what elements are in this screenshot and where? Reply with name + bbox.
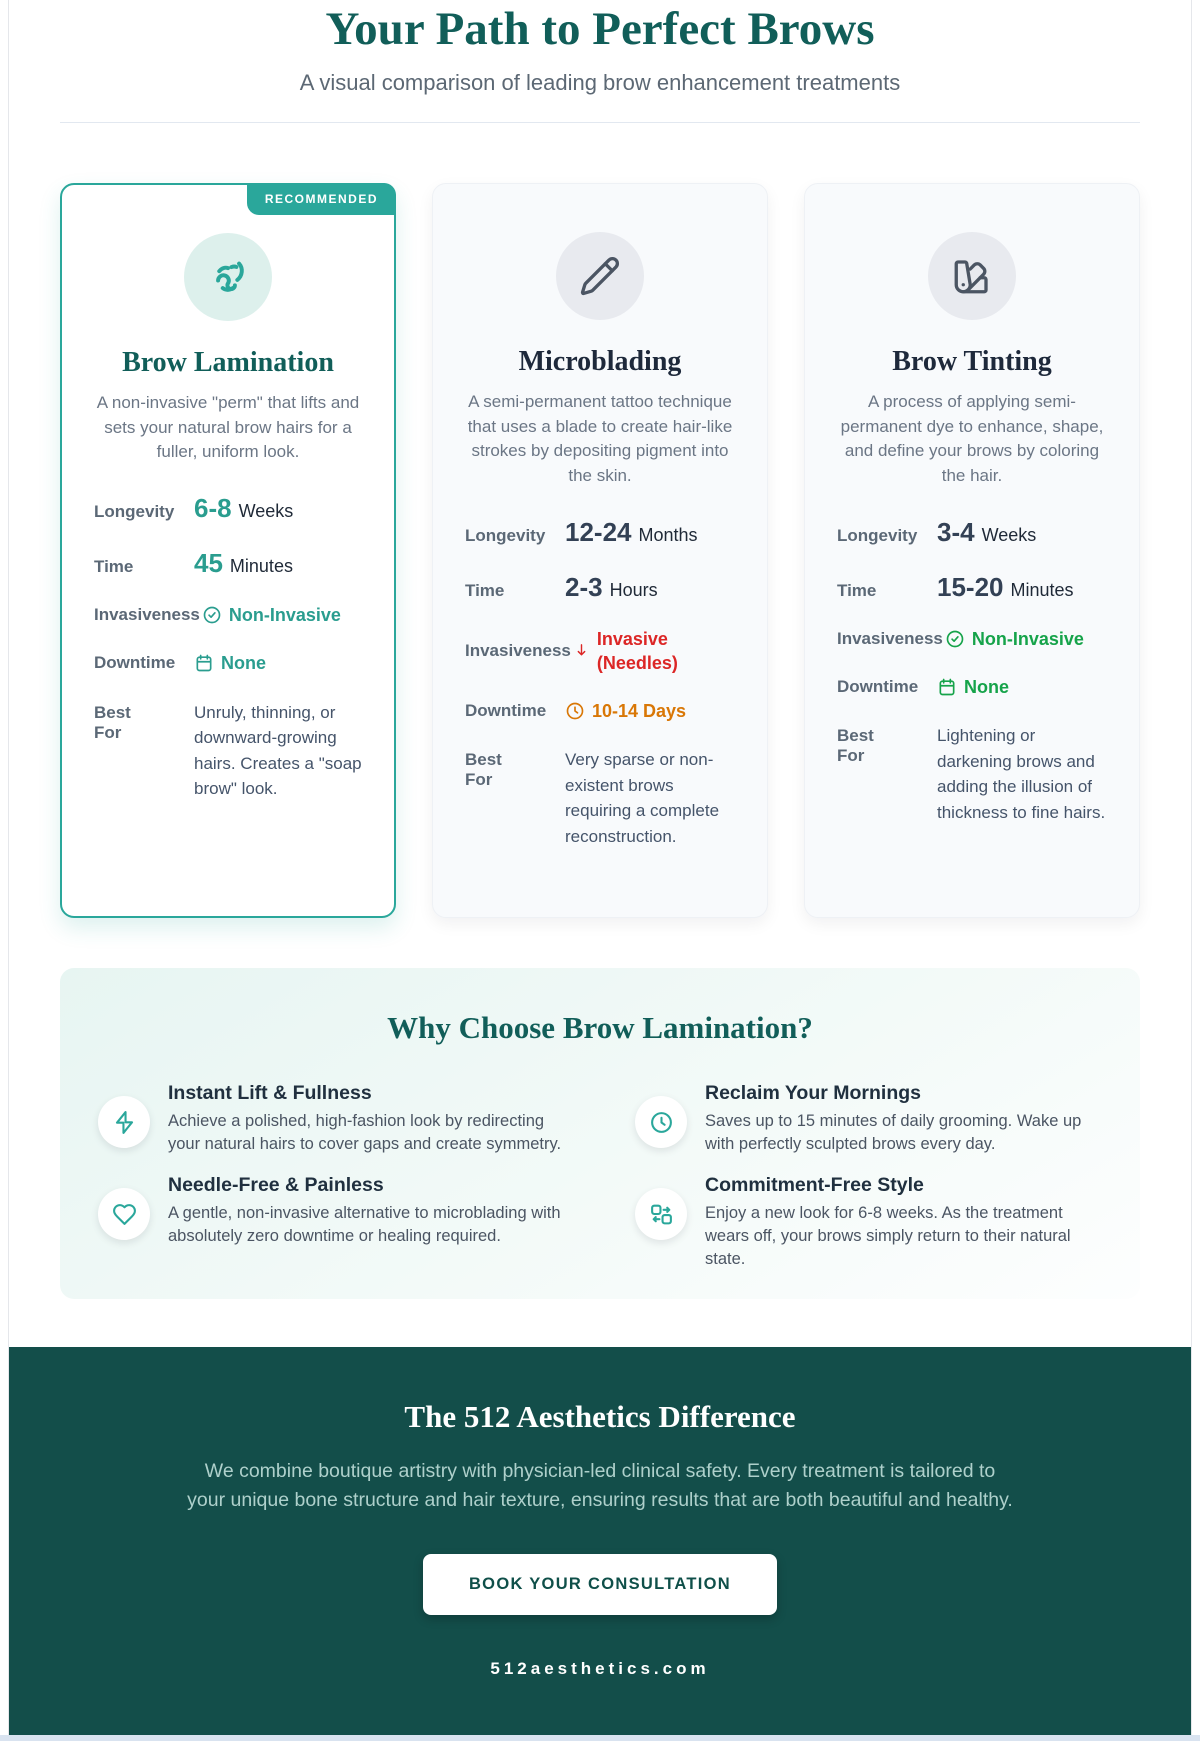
- stat-label: Downtime: [94, 653, 176, 673]
- check-circle-icon: [202, 605, 222, 625]
- card-title: Brow Tinting: [892, 346, 1052, 377]
- card-title: Microblading: [518, 346, 682, 377]
- arrow-down-icon: [573, 642, 590, 659]
- why-choose-section: [60, 968, 1140, 1299]
- benefit-instant-lift: [98, 1082, 565, 1156]
- footer-body: We combine boutique artistry with physician-led clinical safety. Every treatment is tailored to your unique bone structure and hair texture, ensuring results that are both beautiful and healthy.: [187, 1460, 1013, 1511]
- stat-best-for: [465, 747, 735, 849]
- benefit-text: Enjoy a new look for 6-8 weeks. As the treatment wears off, your brows simply return to their natural state.: [705, 1204, 1071, 1269]
- clock-icon: [635, 1096, 687, 1148]
- card-description: A non-invasive "perm" that lifts and sets your natural brow hairs for a fuller, uniform look.: [96, 393, 360, 462]
- stat-value: Lightening or darkening brows and adding the illusion of thickness to fine hairs.: [937, 726, 1106, 822]
- stat-time: [837, 572, 1107, 603]
- card-title: Brow Lamination: [122, 347, 334, 378]
- stat-label: Invasiveness: [465, 640, 571, 660]
- page-bottom-strip: [0, 1735, 1200, 1741]
- website-link[interactable]: 512aesthetics.com: [490, 1659, 710, 1678]
- stat-downtime: [94, 651, 362, 675]
- stat-label: Downtime: [837, 677, 919, 696]
- stat-best-for: [837, 723, 1107, 825]
- benefit-text: A gentle, non-invasive alternative to microblading with absolutely zero downtime or healing required.: [168, 1204, 561, 1246]
- stat-unit: Minutes: [1010, 579, 1074, 600]
- stat-value: Very sparse or non-existent brows requiring a complete reconstruction.: [565, 750, 720, 846]
- stat-invasiveness: [465, 627, 735, 676]
- stat-unit: Minutes: [229, 555, 293, 576]
- stat-value: None: [221, 653, 266, 674]
- header-divider: [60, 122, 1140, 123]
- stat-best-for: [94, 700, 362, 802]
- benefit-needle-free: [98, 1174, 565, 1271]
- card-stats: [94, 493, 362, 802]
- page-subtitle: A visual comparison of leading brow enhancement treatments: [299, 70, 901, 95]
- recommended-badge: RECOMMENDED: [247, 183, 396, 215]
- clock-icon: [565, 701, 585, 721]
- stat-value: Non-Invasive: [228, 604, 341, 625]
- card-brow-lamination: [60, 183, 396, 918]
- stat-unit: Hours: [609, 579, 658, 600]
- card-microblading: [432, 183, 768, 918]
- heart-icon: [98, 1188, 150, 1240]
- stat-unit: Weeks: [981, 524, 1037, 545]
- card-stats: [837, 517, 1107, 826]
- card-description: A process of applying semi-permanent dye to enhance, shape, and define your brows by coloring the hair.: [840, 392, 1104, 485]
- benefit-text: Saves up to 15 minutes of daily grooming. Wake up with perfectly sculpted brows every day.: [705, 1112, 1082, 1154]
- stat-unit: Weeks: [238, 500, 294, 521]
- brow-scribble-icon: [184, 233, 272, 321]
- check-circle-icon: [945, 629, 965, 649]
- lightning-icon: [98, 1096, 150, 1148]
- pencil-icon: [556, 232, 644, 320]
- content-column: [60, 0, 1140, 1299]
- stat-label: Longevity: [465, 525, 546, 545]
- stat-time: [94, 548, 362, 579]
- stat-value: Non-Invasive: [971, 628, 1084, 649]
- stat-value: 2-3: [565, 571, 603, 602]
- stat-label: Longevity: [94, 501, 175, 521]
- benefit-reclaim-mornings: [635, 1082, 1102, 1156]
- stat-invasiveness: [837, 627, 1107, 651]
- stat-value: 6-8: [194, 492, 232, 523]
- stat-unit: Months: [638, 524, 698, 545]
- benefit-title: Instant Lift & Fullness: [168, 1082, 372, 1104]
- treatment-cards-row: [60, 183, 1140, 918]
- stat-value: 15-20: [937, 571, 1004, 602]
- stat-label: Invasiveness: [837, 628, 943, 648]
- stat-label: Time: [94, 556, 134, 576]
- stat-value: 12-24: [565, 516, 632, 547]
- stat-label: Time: [465, 580, 505, 600]
- footer-section: [9, 1347, 1191, 1735]
- stat-label: Best For: [837, 726, 874, 766]
- stat-label: Best For: [465, 750, 502, 790]
- stat-longevity: [94, 493, 362, 524]
- stat-invasiveness: [94, 603, 362, 627]
- stat-downtime: [837, 675, 1107, 699]
- calendar-icon: [194, 653, 214, 673]
- why-choose-title: Why Choose Brow Lamination?: [387, 1010, 813, 1045]
- stat-label: Downtime: [465, 701, 547, 721]
- benefit-commitment-free: [635, 1174, 1102, 1271]
- stat-value: None: [964, 676, 1009, 697]
- benefits-grid: [98, 1082, 1102, 1271]
- stat-label: Best For: [94, 702, 131, 742]
- footer-title: The 512 Aesthetics Difference: [404, 1399, 796, 1435]
- stat-value: 3-4: [937, 516, 975, 547]
- page-title: Your Path to Perfect Brows: [325, 3, 875, 55]
- calendar-icon: [937, 677, 957, 697]
- stat-longevity: [837, 517, 1107, 548]
- benefit-title: Commitment-Free Style: [705, 1174, 924, 1197]
- stat-label: Invasiveness: [94, 605, 200, 625]
- stat-value: Invasive (Needles): [596, 628, 678, 673]
- card-description: A semi-permanent tattoo technique that uses a blade to create hair-like strokes by depositing pigment into the skin.: [467, 392, 733, 485]
- book-consultation-button[interactable]: BOOK YOUR CONSULTATION: [423, 1554, 777, 1615]
- stat-value: Unruly, thinning, or downward-growing hairs. Creates a "soap brow" look.: [194, 702, 362, 799]
- benefit-title: Needle-Free & Painless: [168, 1174, 384, 1197]
- swap-icon: [635, 1188, 687, 1240]
- infographic-page: [8, 0, 1192, 1735]
- card-stats: [465, 517, 735, 850]
- stat-longevity: [465, 517, 735, 548]
- benefit-text: Achieve a polished, high-fashion look by redirecting your natural hairs to cover gaps and create symmetry.: [168, 1112, 562, 1154]
- stat-label: Longevity: [837, 525, 918, 545]
- stat-value: 45: [194, 547, 223, 578]
- stat-label: Time: [837, 580, 877, 600]
- stat-downtime: [465, 699, 735, 723]
- stat-value: 10-14 Days: [592, 701, 687, 722]
- swatches-icon: [928, 232, 1016, 320]
- card-brow-tinting: [804, 183, 1140, 918]
- stat-time: [465, 572, 735, 603]
- benefit-title: Reclaim Your Mornings: [705, 1082, 921, 1104]
